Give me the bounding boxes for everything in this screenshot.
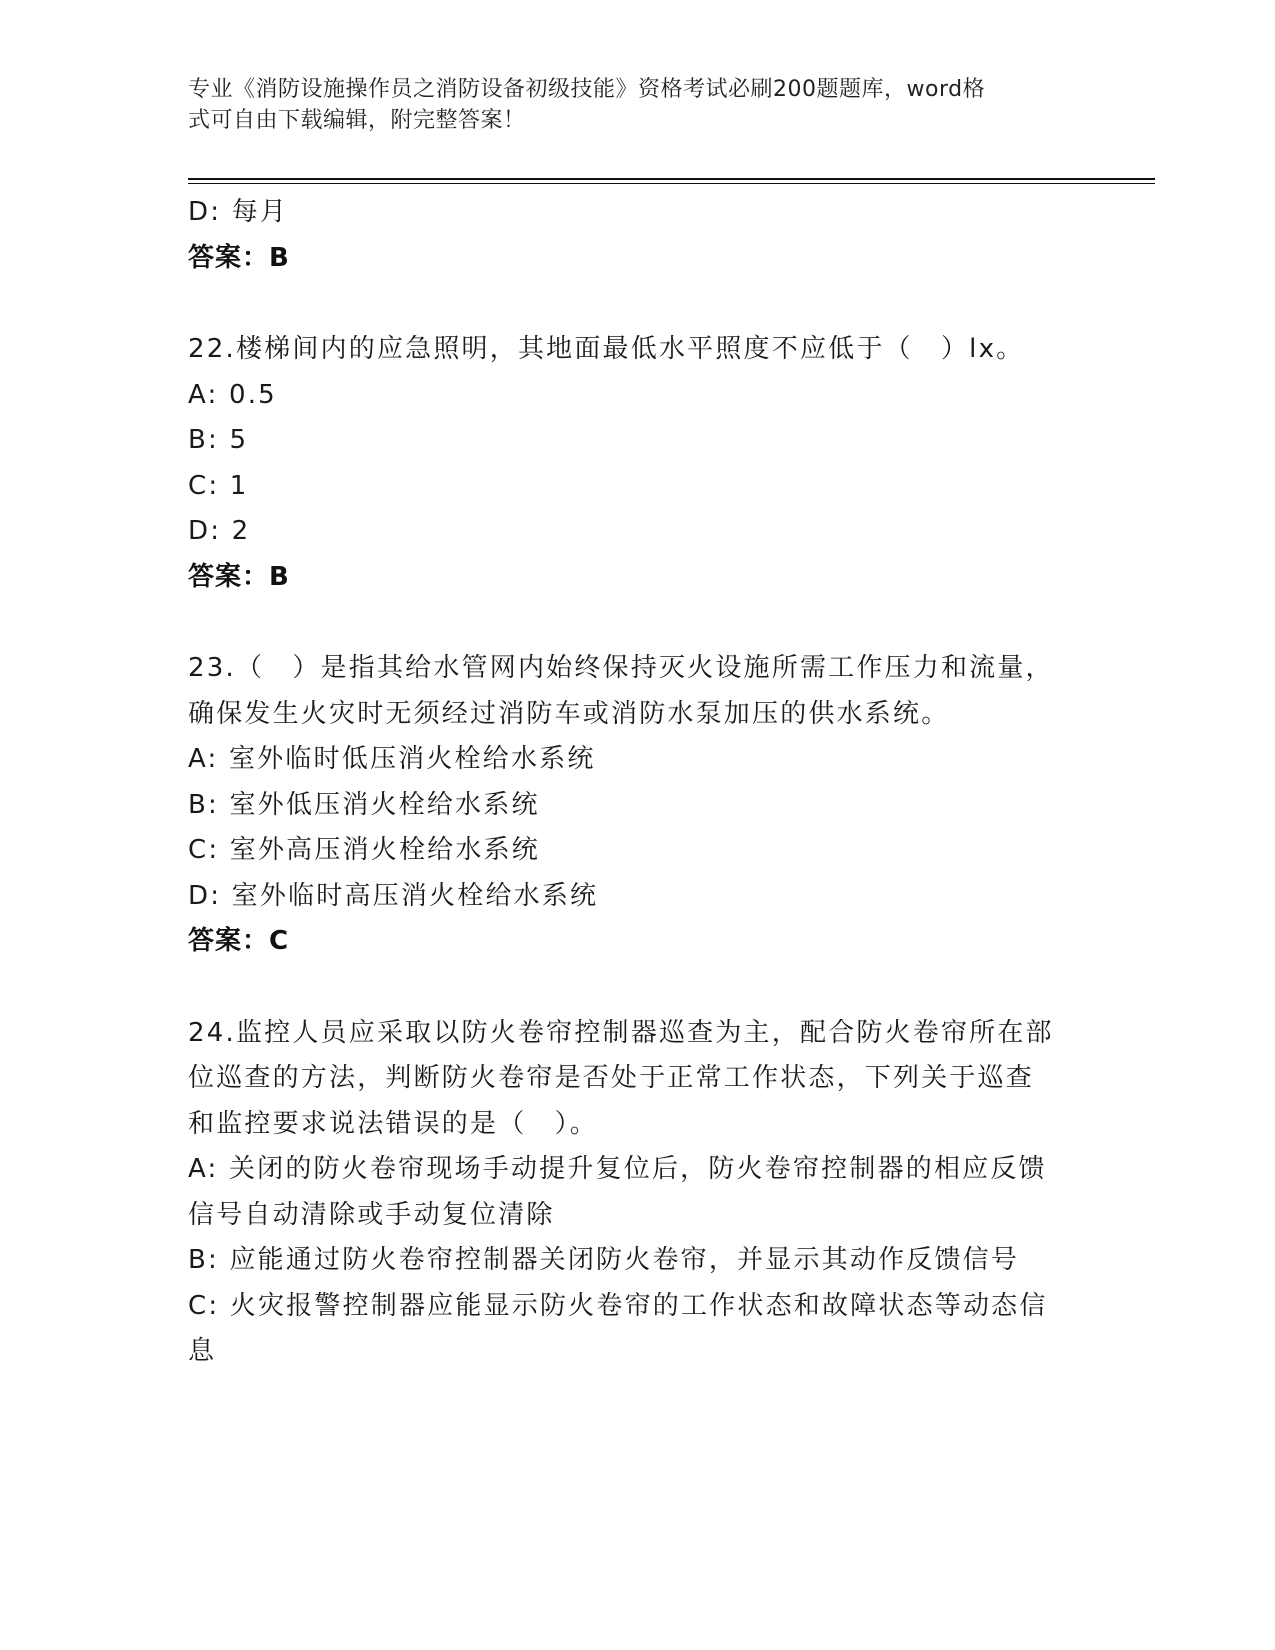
option-c-line-2: 息 xyxy=(188,1336,217,1366)
spacer xyxy=(188,281,1088,327)
option-a: A: 室外临时低压消火栓给水系统 xyxy=(188,744,596,774)
question-24 xyxy=(188,1011,1088,1375)
question-stem-line-1: 23.（ ）是指其给水管网内始终保持灭火设施所需工作压力和流量， xyxy=(188,653,1054,683)
answer-label: 答案：C xyxy=(188,926,290,956)
question-23 xyxy=(188,646,1088,965)
spacer xyxy=(188,600,1088,646)
question-stem: 22.楼梯间内的应急照明，其地面最低水平照度不应低于（ ）lx。 xyxy=(188,334,1025,364)
header-divider-thin xyxy=(188,183,1155,184)
option-a-line-2: 信号自动清除或手动复位清除 xyxy=(188,1199,555,1230)
question-stem-line-2: 确保发生火灾时无须经过消防车或消防水泵加压的供水系统。 xyxy=(188,698,950,729)
question-stem-line-2: 位巡查的方法，判断防火卷帘是否处于正常工作状态，下列关于巡查 xyxy=(188,1063,1035,1093)
question-22 xyxy=(188,327,1088,600)
spacer xyxy=(188,965,1088,1011)
answer-label: 答案：B xyxy=(188,561,290,592)
option-c-line-1: C: 火灾报警控制器应能显示防火卷帘的工作状态和故障状态等动态信 xyxy=(188,1290,1048,1321)
option-a-line-1: A: 关闭的防火卷帘现场手动提升复位后，防火卷帘控制器的相应反馈 xyxy=(188,1154,1047,1184)
option-b: B: 5 xyxy=(188,425,249,455)
option-d: D: 每月 xyxy=(188,197,289,227)
answer-label: 答案：B xyxy=(188,242,290,273)
option-d: D: 室外临时高压消火栓给水系统 xyxy=(188,880,599,911)
header-line-1: 专业《消防设施操作员之消防设备初级技能》资格考试必刷200题题库，word格 xyxy=(188,77,986,102)
header-line-2: 式可自由下载编辑，附完整答案！ xyxy=(188,108,526,133)
option-b: B: 应能通过防火卷帘控制器关闭防火卷帘，并显示其动作反馈信号 xyxy=(188,1245,1020,1275)
option-d: D: 2 xyxy=(188,516,251,546)
option-b: B: 室外低压消火栓给水系统 xyxy=(188,789,540,820)
option-c: C: 1 xyxy=(188,470,249,501)
question-stem-line-1: 24.监控人员应采取以防火卷帘控制器巡查为主，配合防火卷帘所在部 xyxy=(188,1017,1054,1048)
question-21-tail xyxy=(188,190,1088,281)
document-header xyxy=(188,74,1068,136)
option-a: A: 0.5 xyxy=(188,379,277,410)
question-content xyxy=(188,190,1088,1375)
option-c: C: 室外高压消火栓给水系统 xyxy=(188,835,540,865)
question-stem-line-3: 和监控要求说法错误的是（ ）。 xyxy=(188,1108,599,1139)
header-divider-thick xyxy=(188,178,1155,180)
